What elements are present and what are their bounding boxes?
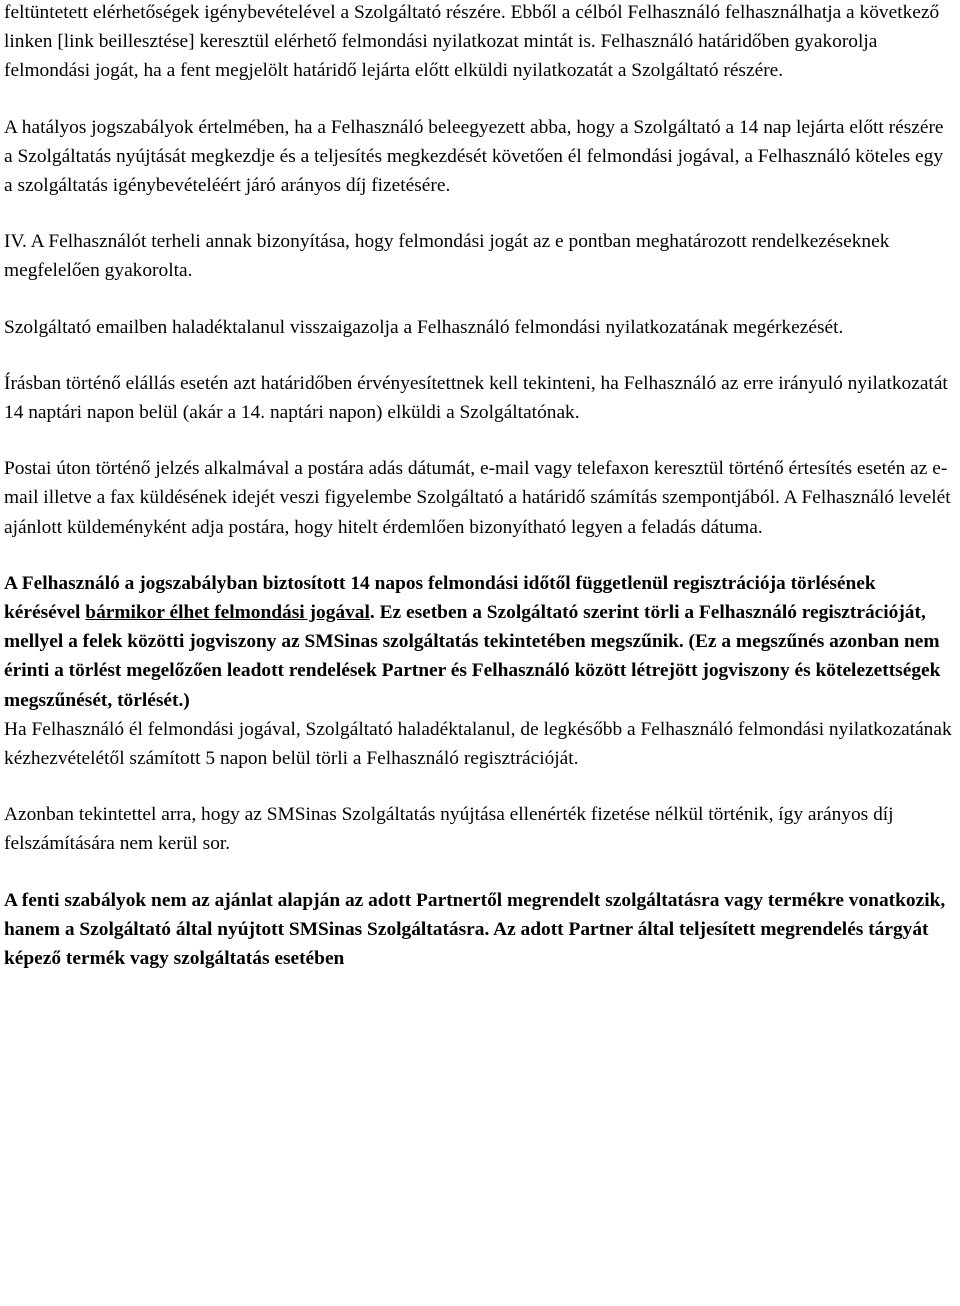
paragraph-written-withdrawal: Írásban történő elállás esetén azt határidőben érvényesítettnek kell tekinteni, ha Felhasználó az erre irányuló nyilatkozatát 14 naptári napon belül (akár a 14. naptári napon) elküldi a Szolgáltatónak. — [4, 372, 948, 424]
paragraph-postal-notice: Postai úton történő jelzés alkalmával a postára adás dátumát, e-mail vagy telefaxon keresztül történő értesítés esetén az e-mail illetve a fax küldésének idejét veszi figyelembe Szolgáltató a határidő számítás szempontjából. A Felhasználó levelét ajánlott küldeményként adja postára, hogy hitelt érdemlően bizonyítható legyen a feladás dátuma. — [4, 458, 951, 538]
document-page — [4, 0, 952, 973]
paragraph-proportional-fee: A hatályos jogszabályok értelmében, ha a Felhasználó beleegyezett abba, hogy a Szolgáltató a 14 nap lejárta előtt részére a Szolgáltatás nyújtását megkezdje és a teljesítés megkezdését követően él felmondási jogával, a Felhasználó köteles egy a szolgáltatás igénybevételéért járó arányos díj fizetésére. — [4, 116, 944, 197]
paragraph-no-fee: Azonban tekintettel arra, hogy az SMSinas Szolgáltatás nyújtása ellenérték fizetése nélkül történik, így arányos díj felszámítására nem kerül sor. — [4, 804, 894, 855]
paragraph-registration-deletion — [4, 569, 952, 715]
registration-deletion-underlined: bármikor élhet felmondási jogával — [85, 602, 370, 624]
paragraph-deletion-deadline: Ha Felhasználó él felmondási jogával, Szolgáltató haladéktalanul, de legkésőbb a Felhasználó felmondási nyilatkozatának kézhezvételétől számított 5 napon belül törli a Felhasználó regisztrációját. — [4, 718, 952, 770]
paragraph-scope-of-rules: A fenti szabályok nem az ajánlat alapján az adott Partnertől megrendelt szolgáltatásra vagy termékre vonatkozik, hanem a Szolgáltató által nyújtott SMSinas Szolgáltatásra. Az adott Partner által teljesített megrendelés tárgyát képező termék vagy szolgáltatás esetében — [4, 889, 946, 970]
registration-deletion-text-a: A Felhasználó a jogszabályban biztosított 14 napos felmondási időtől függetlenül regisztrációja törlésének kérésével — [4, 572, 876, 624]
paragraph-withdrawal-statement: feltüntetett elérhetőségek igénybevételével a Szolgáltató részére. Ebből a célból Felhasználó felhasználhatja a következő linken [link beillesztése] keresztül elérhető felmondási nyilatkozat mintát is. Felhasználó határidőben gyakorolja felmondási jogát, ha a fent megjelölt határidő lejárta előtt elküldi nyilatkozatát a Szolgáltató részére. — [4, 2, 940, 82]
registration-deletion-text-b: . Ez esetben a Szolgáltató szerint törli a Felhasználó regisztrációját, mellyel a felek közötti jogviszony az SMSinas szolgáltatás tekintetében megszűnik. (Ez a megszűnés azonban nem érinti a törlést megelőzően leadott rendelések Partner és Felhasználó között létrejött jogviszony és kötelezettségek megszűnését, törlését.) — [4, 602, 941, 711]
paragraph-burden-of-proof: IV. A Felhasználót terheli annak bizonyítása, hogy felmondási jogát az e pontban meghatározott rendelkezéseknek megfelelően gyakorolta. — [4, 231, 890, 282]
paragraph-email-confirmation: Szolgáltató emailben haladéktalanul visszaigazolja a Felhasználó felmondási nyilatkozatának megérkezését. — [4, 316, 844, 338]
